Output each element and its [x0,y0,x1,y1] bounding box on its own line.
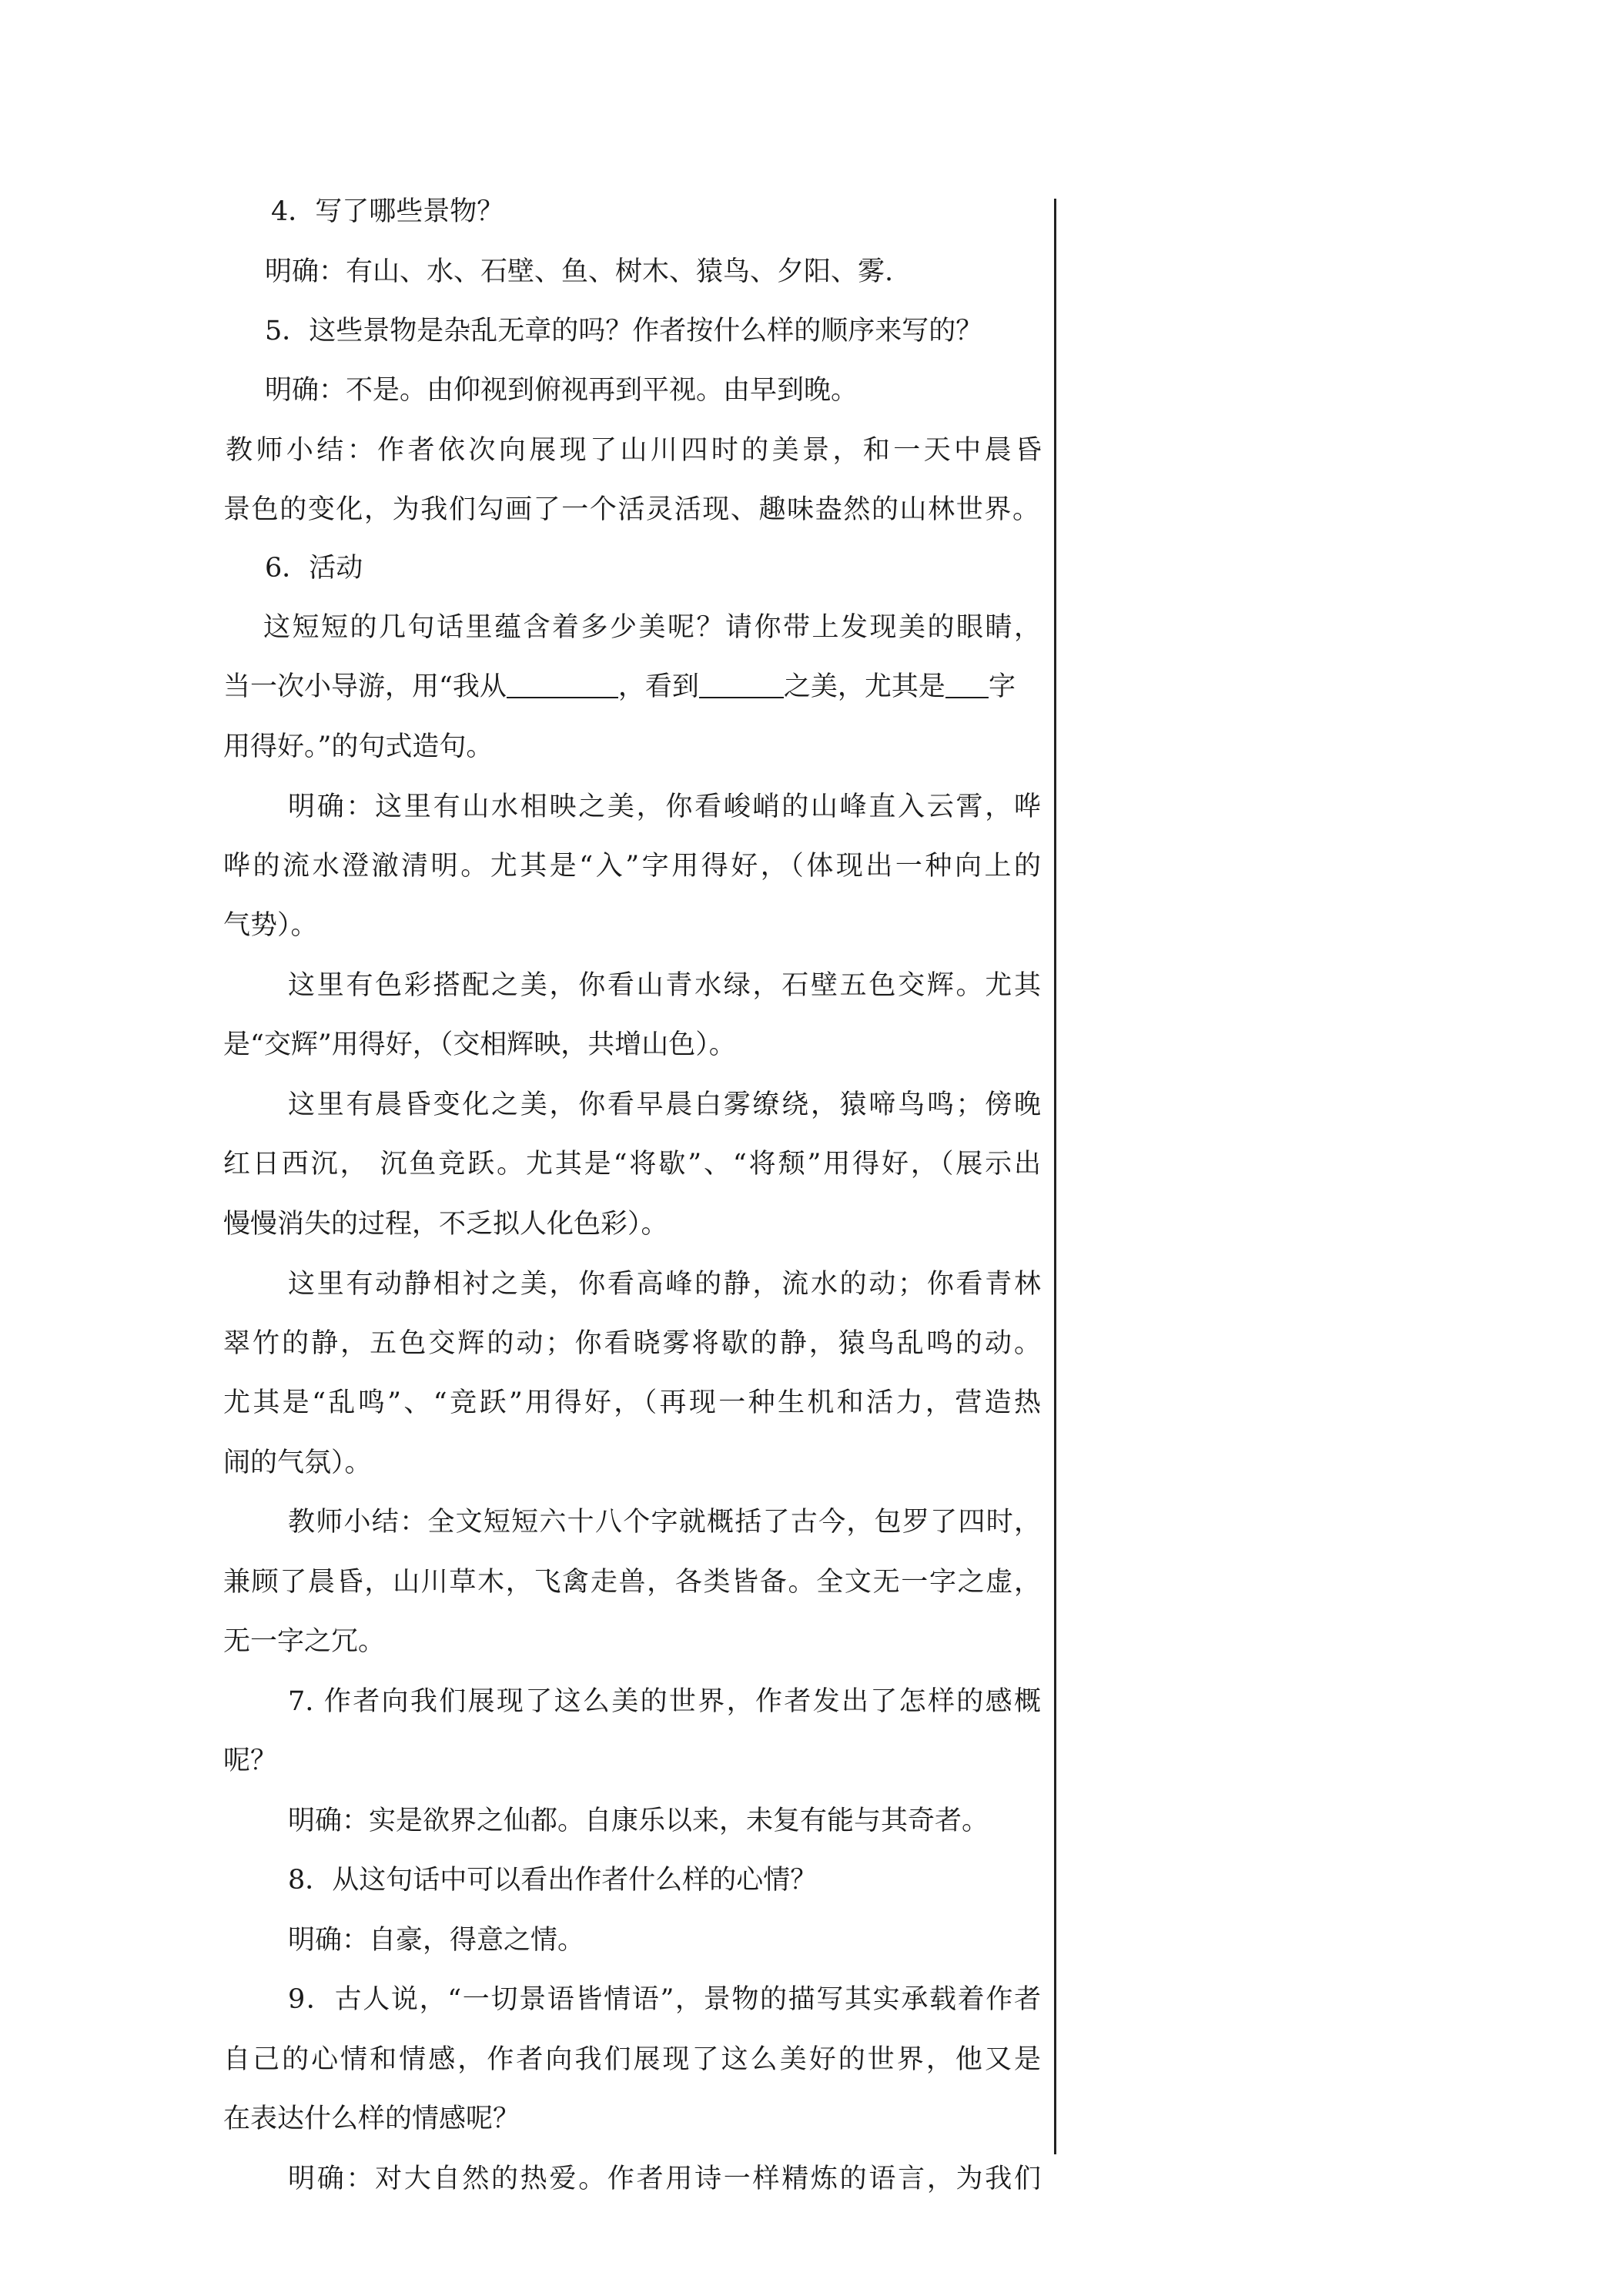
activity-prompt-line-2 [223,668,1039,706]
question-9-line-2: 自己的心情和情感，作者向我们展现了这么美好的世界，他又是 [223,2044,1041,2075]
answer-7: 明确：实是欲界之仙都。自康乐以来，未复有能与其奇者。 [288,1806,989,1836]
prompt-text-3: 之美，尤其是 [783,671,945,702]
prompt-text-2: ，看到 [617,671,699,702]
answer-6-para-3-line-3: 慢慢消失的过程，不乏拟人化色彩）。 [223,1209,668,1240]
blank-from [507,669,618,698]
question-8: 8．从这句话中可以看出作者什么样的心情？ [288,1865,818,1896]
activity-heading: 6．活动 [265,553,363,584]
answer-6-para-3-line-1: 这里有晨昏变化之美，你看早晨白雾缭绕，猿啼鸟鸣；傍晚 [288,1089,1041,1120]
prompt-text-4: 字 [988,671,1016,702]
answer-9-line-1: 明确：对大自然的热爱。作者用诗一样精炼的语言，为我们 [288,2164,1041,2194]
answer-6-para-3-line-2: 红日西沉， 沉鱼竞跃。尤其是“将歇”、“将颓”用得好，（展示出 [223,1149,1041,1180]
activity-prompt-line-1: 这短短的几句话里蕴含着多少美呢？请你带上发现美的眼睛， [263,612,1041,643]
teacher-summary-2-line-1: 教师小结：全文短短六十八个字就概括了古今，包罗了四时， [288,1507,1041,1538]
teacher-summary-1-line-1: 教师小结：作者依次向展现了山川四时的美景，和一天中晨昏 [226,435,1042,466]
answer-6-para-1-line-1: 明确：这里有山水相映之美，你看峻峭的山峰直入云霄，哗 [288,792,1041,822]
teacher-summary-2-line-2: 兼顾了晨昏，山川草木，飞禽走兽，各类皆备。全文无一字之虚， [223,1567,1041,1598]
answer-6-para-4-line-1: 这里有动静相衬之美，你看高峰的静，流水的动；你看青林 [288,1269,1041,1300]
question-5: 5．这些景物是杂乱无章的吗？作者按什么样的顺序来写的？ [265,316,983,346]
answer-6-para-2-line-2: 是“交辉”用得好，（交相辉映，共增山色）。 [223,1029,736,1060]
answer-6-para-4-line-2: 翠竹的静，五色交辉的动；你看晓雾将歇的静，猿鸟乱鸣的动。 [223,1328,1041,1359]
answer-5: 明确：不是。由仰视到俯视再到平视。由早到晚。 [265,375,858,406]
teacher-summary-1-line-2: 景色的变化，为我们勾画了一个活灵活现、趣味盎然的山林世界。 [223,494,1039,525]
question-9-line-3: 在表达什么样的情感呢？ [223,2104,520,2134]
answer-6-para-1-line-2: 哗的流水澄澈清明。尤其是“入”字用得好，（体现出一种向上的 [223,851,1041,882]
activity-prompt-line-3: 用得好。”的句式造句。 [223,731,494,762]
answer-6-para-4-line-4: 闹的气氛）。 [223,1448,372,1478]
teacher-summary-2-line-3: 无一字之冗。 [223,1626,386,1657]
answer-6-para-2-line-1: 这里有色彩搭配之美，你看山青水绿，石壁五色交辉。尤其 [288,970,1041,1001]
answer-6-para-4-line-3: 尤其是“乱鸣”、“竞跃”用得好，（再现一种生机和活力，营造热 [223,1387,1041,1418]
answer-6-para-1-line-3: 气势）。 [223,910,318,941]
question-7-line-1: 7. 作者向我们展现了这么美的世界，作者发出了怎样的感概 [288,1686,1041,1717]
answer-8: 明确：自豪，得意之情。 [288,1925,585,1956]
prompt-text-1: 当一次小导游，用“我从 [223,671,507,702]
question-7-line-2: 呢？ [223,1745,278,1776]
question-9-line-1: 9．古人说，“一切景语皆情语”，景物的描写其实承载着作者 [288,1984,1041,2015]
question-4: 4．写了哪些景物？ [271,196,504,227]
blank-see [699,669,784,698]
blank-word [945,669,989,698]
answer-4: 明确：有山、水、石壁、鱼、树木、猿鸟、夕阳、雾. [265,256,894,287]
